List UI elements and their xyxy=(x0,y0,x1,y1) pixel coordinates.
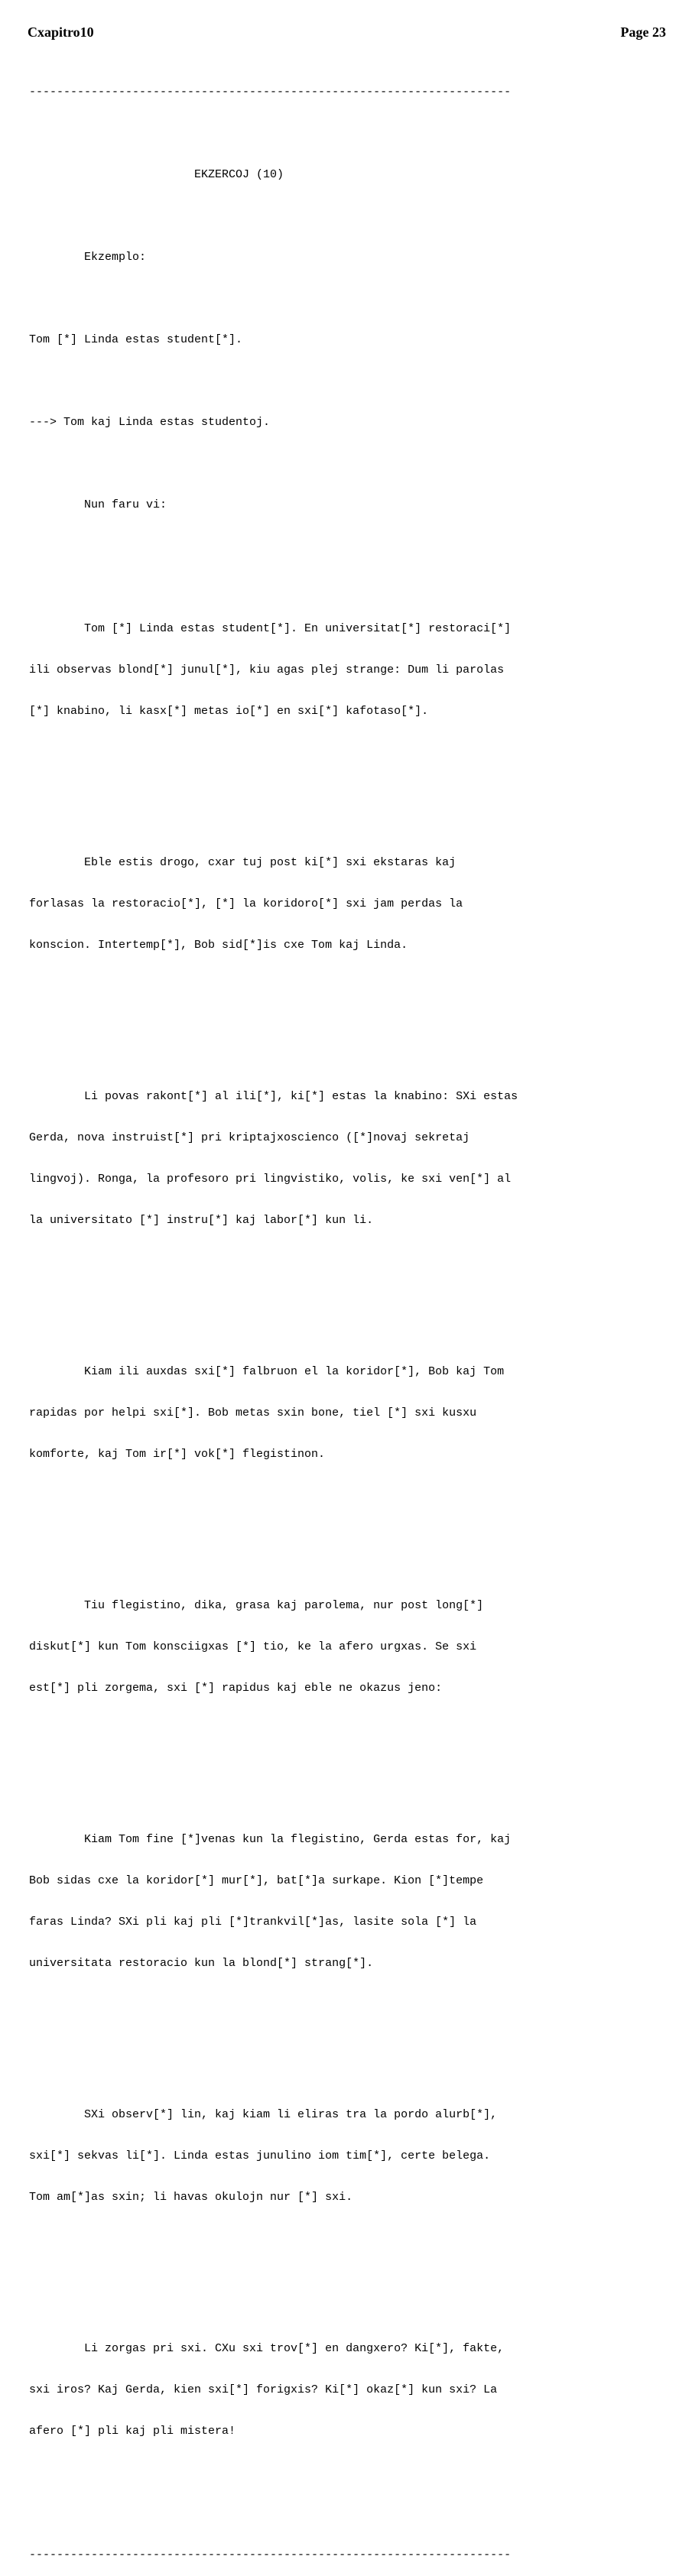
text-line: Eble estis drogo, cxar tuj post ki[*] sxi ekstaras kaj xyxy=(29,856,456,869)
paragraph-8 xyxy=(29,2315,687,2466)
text-line: Gerda, nova instruist[*] pri kriptajxoscienco ([*]novaj sekretaj xyxy=(29,1131,470,1144)
text-line: la universitato [*] instru[*] kaj labor[*] kun li. xyxy=(29,1214,374,1227)
paragraph-7 xyxy=(29,2081,687,2232)
text-line: ili observas blond[*] junul[*], kiu agas plej strange: Dum li parolas xyxy=(29,663,505,676)
text-line: diskut[*] kun Tom konsciigxas [*] tio, ke la afero urgxas. Se sxi xyxy=(29,1640,477,1653)
text-line: Kiam ili auxdas sxi[*] falbruon el la koridor[*], Bob kaj Tom xyxy=(29,1365,505,1378)
paragraph-5 xyxy=(29,1572,687,1723)
exercise-text xyxy=(29,58,687,2576)
example-input: Tom [*] Linda estas student[*]. xyxy=(29,333,243,346)
example-heading: Ekzemplo: xyxy=(29,251,147,264)
text-line: Kiam Tom fine [*]venas kun la flegistino, Gerda estas for, kaj xyxy=(29,1833,512,1846)
text-line: Li zorgas pri sxi. CXu sxi trov[*] en dangxero? Ki[*], fakte, xyxy=(29,2342,505,2355)
paragraph-4 xyxy=(29,1338,687,1489)
text-line: Tom am[*]as sxin; li havas okulojn nur [*] sxi. xyxy=(29,2191,353,2204)
task-heading: Nun faru vi: xyxy=(29,498,167,511)
text-line: [*] knabino, li kasx[*] metas io[*] en sxi[*] kafotaso[*]. xyxy=(29,705,429,718)
text-line: Tiu flegistino, dika, grasa kaj parolema, nur post long[*] xyxy=(29,1599,484,1612)
page-number: Page 23 xyxy=(620,24,666,40)
text-line: sxi iros? Kaj Gerda, kien sxi[*] forigxis? Ki[*] okaz[*] kun sxi? La xyxy=(29,2383,498,2396)
example-output: ---> Tom kaj Linda estas studentoj. xyxy=(29,416,271,429)
text-line: forlasas la restoracio[*], [*] la koridoro[*] sxi jam perdas la xyxy=(29,897,463,910)
text-line: lingvoj). Ronga, la profesoro pri lingvistiko, volis, ke sxi ven[*] al xyxy=(29,1173,512,1186)
paragraph-3 xyxy=(29,1063,687,1255)
text-line: faras Linda? SXi pli kaj pli [*]trankvil[*]as, lasite sola [*] la xyxy=(29,1916,477,1929)
text-line: Tom [*] Linda estas student[*]. En universitat[*] restoraci[*] xyxy=(29,622,512,635)
text-line: komforte, kaj Tom ir[*] vok[*] flegistinon. xyxy=(29,1448,326,1461)
text-line: est[*] pli zorgema, sxi [*] rapidus kaj eble ne okazus jeno: xyxy=(29,1682,443,1695)
rule-top: ---------------------------------------------------------------------- xyxy=(29,86,512,99)
exercise-title: EKZERCOJ (10) xyxy=(29,168,284,181)
text-line: Li povas rakont[*] al ili[*], ki[*] estas la knabino: SXi estas xyxy=(29,1090,518,1103)
paragraph-6 xyxy=(29,1805,687,1998)
text-line: universitata restoracio kun la blond[*] strang[*]. xyxy=(29,1957,374,1970)
rule-bottom: ---------------------------------------------------------------------- xyxy=(29,2548,512,2561)
text-line: sxi[*] sekvas li[*]. Linda estas junulino iom tim[*], certe belega. xyxy=(29,2149,491,2162)
chapter-title: Cxapitro10 xyxy=(28,24,94,40)
text-line: SXi observ[*] lin, kaj kiam li eliras tra la pordo alurb[*], xyxy=(29,2108,498,2121)
paragraph-1 xyxy=(29,595,687,746)
paragraph-2 xyxy=(29,829,687,980)
text-line: konscion. Intertemp[*], Bob sid[*]is cxe Tom kaj Linda. xyxy=(29,939,408,952)
text-line: rapidas por helpi sxi[*]. Bob metas sxin bone, tiel [*] sxi kusxu xyxy=(29,1406,477,1419)
text-line: afero [*] pli kaj pli mistera! xyxy=(29,2425,236,2438)
text-line: Bob sidas cxe la koridor[*] mur[*], bat[*]a surkape. Kion [*]tempe xyxy=(29,1874,484,1887)
